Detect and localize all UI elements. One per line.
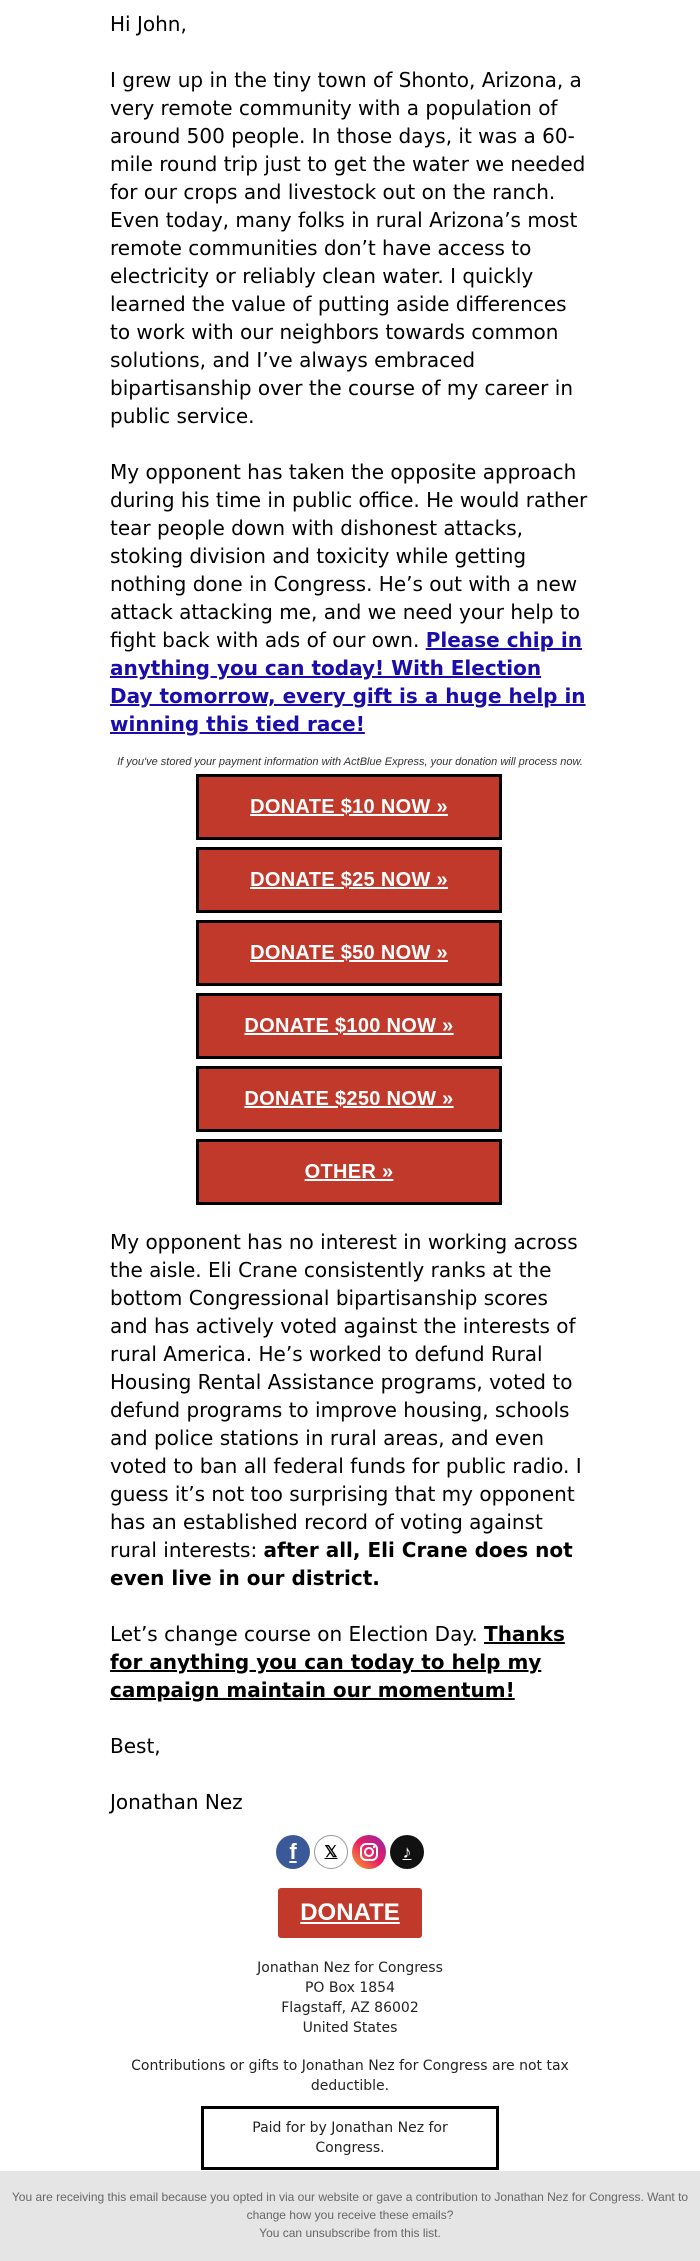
address-city: Flagstaff, AZ 86002 xyxy=(281,2000,419,2016)
paragraph-4 xyxy=(110,1620,590,1704)
address-po-box: PO Box 1854 xyxy=(304,1980,395,1996)
donate-100-button[interactable]: DONATE $100 NOW » xyxy=(196,993,502,1059)
paragraph-3-bold: after all, Eli Crane does not even live in our district. xyxy=(110,1538,573,1590)
facebook-icon[interactable]: f xyxy=(276,1835,310,1869)
footer-optin xyxy=(0,2188,700,2242)
social-links xyxy=(0,1835,700,1869)
paragraph-2-text: My opponent has taken the opposite approach during his time in public office. He would rather tear people down with dishonest attacks, stoking division and toxicity while getting nothing done in Congress. He’s out with a new attack attacking me, and we need your help to fight back with ads of our own. xyxy=(110,460,588,652)
donate-250-button[interactable]: DONATE $250 NOW » xyxy=(196,1066,502,1132)
actblue-note: If you've stored your payment information with ActBlue Express, your donation will process now. xyxy=(117,756,583,768)
paid-for-text: Paid for by Jonathan Nez for Congress. xyxy=(252,2120,448,2156)
footer-donate-button[interactable]: DONATE xyxy=(278,1888,422,1938)
signature: Jonathan Nez xyxy=(110,1790,243,1814)
paragraph-4-text: Let’s change course on Election Day. xyxy=(110,1622,485,1646)
chip-in-link[interactable]: Please chip in anything you can today! With Election Day tomorrow, every gift is a huge help in winning this tied race! xyxy=(110,628,586,736)
donate-10-button[interactable]: DONATE $10 NOW » xyxy=(196,774,502,840)
momentum-link[interactable]: Thanks for anything you can today to help my campaign maintain our momentum! xyxy=(110,1622,565,1702)
mailing-address xyxy=(0,1958,700,2038)
address-org: Jonathan Nez for Congress xyxy=(257,1960,443,1976)
donate-other-button[interactable]: OTHER » xyxy=(196,1139,502,1205)
paragraph-3-text: My opponent has no interest in working across the aisle. Eli Crane consistently ranks at the bottom Congressional bipartisanship scores and has actively voted against the interests of rural America. He’s worked to defund Rural Housing Rental Assistance programs, voted to defund programs to improve housing, schools and police stations in rural areas, and even voted to ban all federal funds for public radio. I guess it’s not too surprising that my opponent has an established record of voting against rural interests: xyxy=(110,1230,582,1562)
greeting: Hi John, xyxy=(110,12,187,36)
instagram-icon[interactable] xyxy=(352,1835,386,1869)
x-icon[interactable]: 𝕏 xyxy=(314,1835,348,1869)
paragraph-3 xyxy=(110,1228,590,1592)
address-country: United States xyxy=(302,2020,398,2036)
paragraph-1: I grew up in the tiny town of Shonto, Arizona, a very remote community with a population of around 500 people. In those days, it was a 60-mile round trip just to get the water we needed for our crops and livestock out on the ranch. Even today, many folks in rural Arizona’s most remote communities don’t have access to electricity or reliably clean water. I quickly learned the value of putting aside differences to work with our neighbors towards common solutions, and I’ve always embraced bipartisanship over the course of my career in public service. xyxy=(110,68,586,428)
paragraph-2 xyxy=(110,458,590,738)
paid-for-disclaimer xyxy=(201,2106,499,2170)
tiktok-icon[interactable]: ♪ xyxy=(390,1835,424,1869)
optin-text: You are receiving this email because you opted in via our website or gave a contribution to Jonathan Nez for Congress. Want to change how you receive these emails? xyxy=(11,2190,689,2222)
unsubscribe-link[interactable]: You can unsubscribe from this list. xyxy=(259,2226,441,2240)
instagram-glyph xyxy=(359,1842,379,1862)
tax-note: Contributions or gifts to Jonathan Nez for Congress are not tax deductible. xyxy=(131,2058,569,2094)
donate-25-button[interactable]: DONATE $25 NOW » xyxy=(196,847,502,913)
donate-50-button[interactable]: DONATE $50 NOW » xyxy=(196,920,502,986)
closing: Best, xyxy=(110,1734,161,1758)
